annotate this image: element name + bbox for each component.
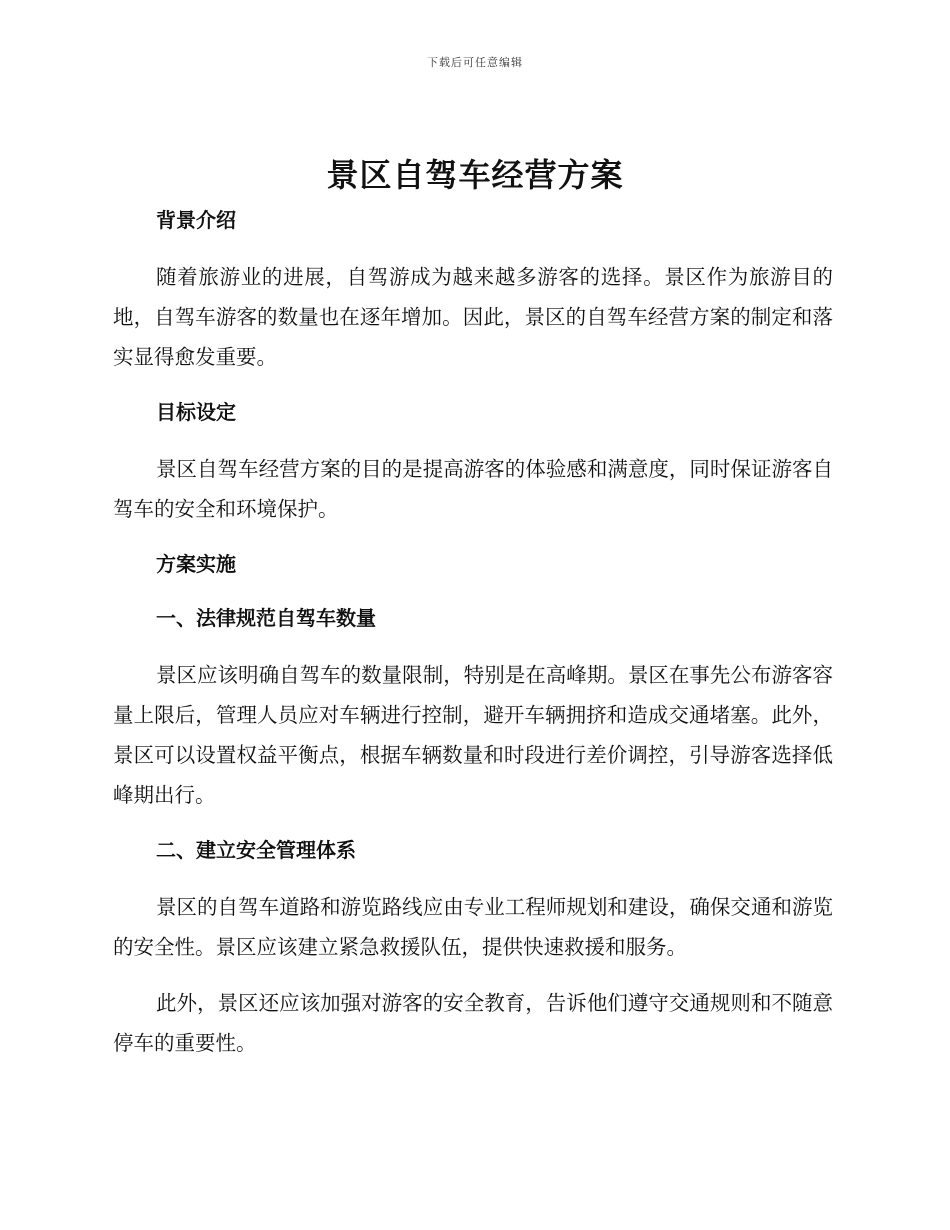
section-heading-background: 背景介绍 — [156, 208, 236, 232]
section-heading-goals: 目标设定 — [156, 400, 236, 424]
paragraph-goals: 景区自驾车经营方案的目的是提高游客的体验感和满意度，同时保证游客自驾车的安全和环境保护。 — [113, 457, 833, 521]
paragraph-safety-system: 景区的自驾车道路和游览路线应由专业工程师规划和建设，确保交通和游览的安全性。景区应该建立紧急救援队伍，提供快速救援和服务。 — [113, 895, 833, 959]
section-heading-implementation: 方案实施 — [156, 552, 236, 576]
paragraph-safety-education: 此外，景区还应该加强对游客的安全教育，告诉他们遵守交通规则和不随意停车的重要性。 — [113, 991, 833, 1055]
paragraph-vehicle-limits: 景区应该明确自驾车的数量限制，特别是在高峰期。景区在事先公布游客容量上限后，管理人员应对车辆进行控制，避开车辆拥挤和造成交通堵塞。此外，景区可以设置权益平衡点，根据车辆数量和时段进行差价调控，引导游客选择低峰期出行。 — [113, 663, 833, 807]
document-title: 景区自驾车经营方案 — [326, 156, 624, 194]
document-body — [113, 201, 833, 1063]
section-heading-safety-system: 二、建立安全管理体系 — [156, 838, 356, 862]
section-heading-vehicle-limits: 一、法律规范自驾车数量 — [156, 606, 376, 630]
paragraph-background: 随着旅游业的进展，自驾游成为越来越多游客的选择。景区作为旅游目的地，自驾车游客的数量也在逐年增加。因此，景区的自驾车经营方案的制定和落实显得愈发重要。 — [113, 265, 833, 369]
page-header-note: 下载后可任意编辑 — [427, 56, 523, 69]
